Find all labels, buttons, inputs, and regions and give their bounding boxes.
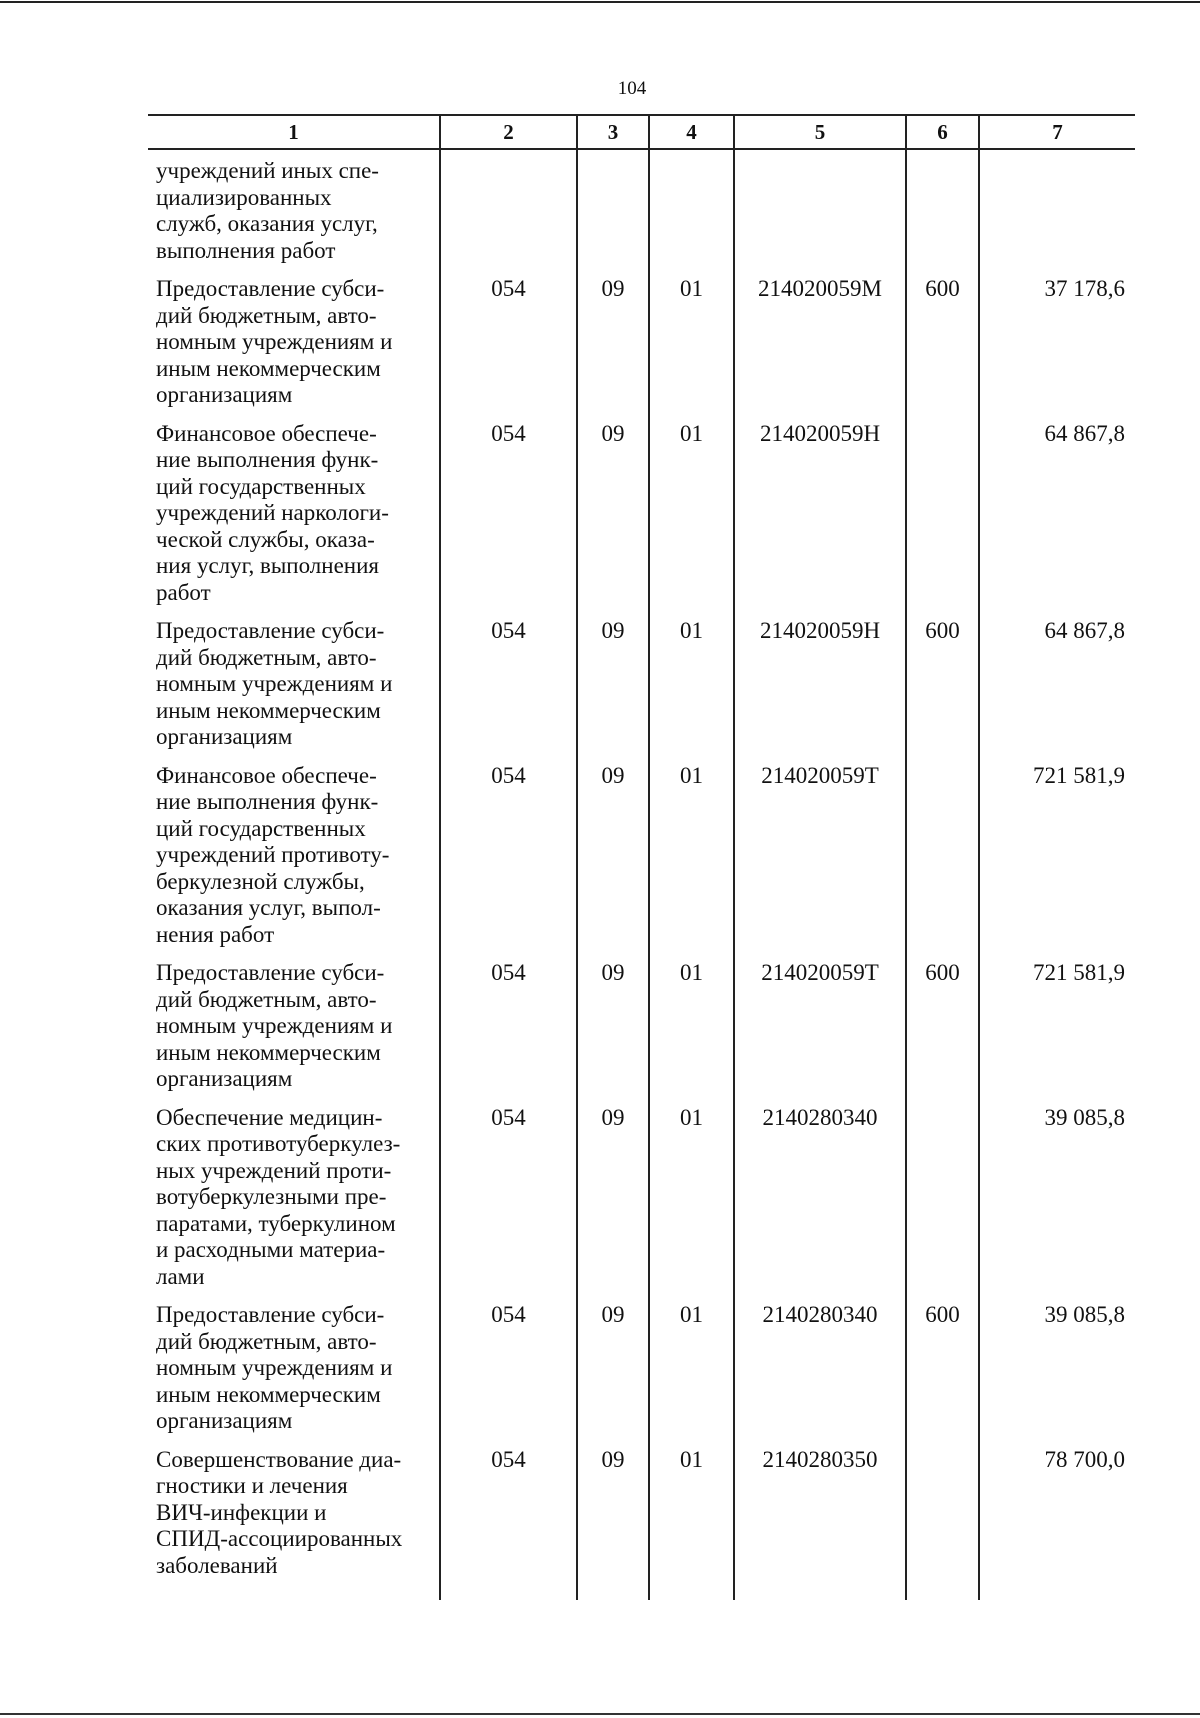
table-row [148, 1101, 1135, 1299]
row-subsection-code: 01 [649, 956, 734, 1101]
table-row [148, 614, 1135, 759]
row-subsection-code: 01 [649, 417, 734, 615]
row-expense-type: 600 [906, 1298, 979, 1443]
row-amount: 721 581,9 [979, 956, 1135, 1101]
row-section-code: 09 [577, 1298, 649, 1443]
row-target-code: 214020059Т [734, 956, 906, 1101]
table-row [148, 1298, 1135, 1443]
row-description: Обеспечение медицин- ских противотуберкулез- ных учреждений проти- вотуберкулезными пре- паратами, туберкулином и расходными материа- лами [156, 1104, 401, 1289]
row-target-code: 214020059Н [734, 417, 906, 615]
row-subsection-code: 01 [649, 1298, 734, 1443]
row-subsection-code [649, 154, 734, 272]
row-section-code: 09 [577, 1101, 649, 1299]
row-description: Предоставление субси- дий бюджетным, авто- номным учреждениям и иным некоммерческим организациям [156, 276, 393, 407]
row-subsection-code: 01 [649, 1443, 734, 1600]
row-target-code: 2140280340 [734, 1298, 906, 1443]
row-description: Финансовое обеспече- ние выполнения функ- ций государственных учреждений противоту- беркулезной службы, оказания услуг, выпол- нения работ [156, 762, 390, 947]
row-section-code: 09 [577, 759, 649, 957]
column-header-7: 7 [979, 115, 1135, 149]
column-header-2: 2 [440, 115, 577, 149]
row-section-code: 09 [577, 1443, 649, 1600]
row-description: Финансовое обеспече- ние выполнения функ- ций государственных учреждений наркологи- ческой службы, оказа- ния услуг, выполнения работ [156, 420, 389, 605]
column-header-3: 3 [577, 115, 649, 149]
row-expense-type: 600 [906, 614, 979, 759]
row-expense-type [906, 154, 979, 272]
row-expense-type: 600 [906, 272, 979, 417]
row-description: Совершенствование диа- гностики и лечения ВИЧ-инфекции и СПИД-ассоциированных заболеваний [156, 1446, 403, 1578]
row-expense-type [906, 1101, 979, 1299]
column-header-6: 6 [906, 115, 979, 149]
row-ministry-code: 054 [440, 1443, 577, 1600]
row-amount: 37 178,6 [979, 272, 1135, 417]
row-amount: 39 085,8 [979, 1298, 1135, 1443]
column-header-5: 5 [734, 115, 906, 149]
row-target-code: 214020059Н [734, 614, 906, 759]
scan-top-edge [0, 1, 1200, 3]
table-row [148, 1443, 1135, 1600]
row-section-code [577, 154, 649, 272]
column-header-1: 1 [148, 115, 440, 149]
table-header-row [148, 115, 1135, 149]
row-amount: 78 700,0 [979, 1443, 1135, 1600]
table-row [148, 272, 1135, 417]
table-row [148, 417, 1135, 615]
scan-bottom-edge [0, 1713, 1200, 1715]
row-ministry-code: 054 [440, 956, 577, 1101]
row-ministry-code: 054 [440, 1101, 577, 1299]
row-ministry-code: 054 [440, 417, 577, 615]
row-description: учреждений иных спе- циализированных служб, оказания услуг, выполнения работ [156, 158, 379, 263]
budget-table [148, 114, 1135, 1600]
column-header-4: 4 [649, 115, 734, 149]
row-ministry-code: 054 [440, 614, 577, 759]
row-target-code: 214020059М [734, 272, 906, 417]
row-section-code: 09 [577, 417, 649, 615]
row-target-code: 2140280350 [734, 1443, 906, 1600]
row-description: Предоставление субси- дий бюджетным, авто- номным учреждениям и иным некоммерческим организациям [156, 618, 393, 749]
row-amount: 721 581,9 [979, 759, 1135, 957]
row-amount: 64 867,8 [979, 417, 1135, 615]
row-ministry-code: 054 [440, 1298, 577, 1443]
row-expense-type [906, 1443, 979, 1600]
row-section-code: 09 [577, 272, 649, 417]
row-description: Предоставление субси- дий бюджетным, авто- номным учреждениям и иным некоммерческим организациям [156, 1302, 393, 1433]
row-section-code: 09 [577, 614, 649, 759]
row-expense-type [906, 417, 979, 615]
row-ministry-code [440, 154, 577, 272]
page-number: 104 [617, 78, 647, 99]
table-row [148, 154, 1135, 272]
row-amount: 64 867,8 [979, 614, 1135, 759]
row-subsection-code: 01 [649, 1101, 734, 1299]
row-subsection-code: 01 [649, 759, 734, 957]
row-amount: 39 085,8 [979, 1101, 1135, 1299]
row-target-code: 214020059Т [734, 759, 906, 957]
row-section-code: 09 [577, 956, 649, 1101]
row-ministry-code: 054 [440, 272, 577, 417]
row-subsection-code: 01 [649, 272, 734, 417]
row-expense-type [906, 759, 979, 957]
row-amount [979, 154, 1135, 272]
row-subsection-code: 01 [649, 614, 734, 759]
table-row [148, 956, 1135, 1101]
row-target-code: 2140280340 [734, 1101, 906, 1299]
row-expense-type: 600 [906, 956, 979, 1101]
row-target-code [734, 154, 906, 272]
row-ministry-code: 054 [440, 759, 577, 957]
table-row [148, 759, 1135, 957]
row-description: Предоставление субси- дий бюджетным, авто- номным учреждениям и иным некоммерческим организациям [156, 960, 393, 1091]
